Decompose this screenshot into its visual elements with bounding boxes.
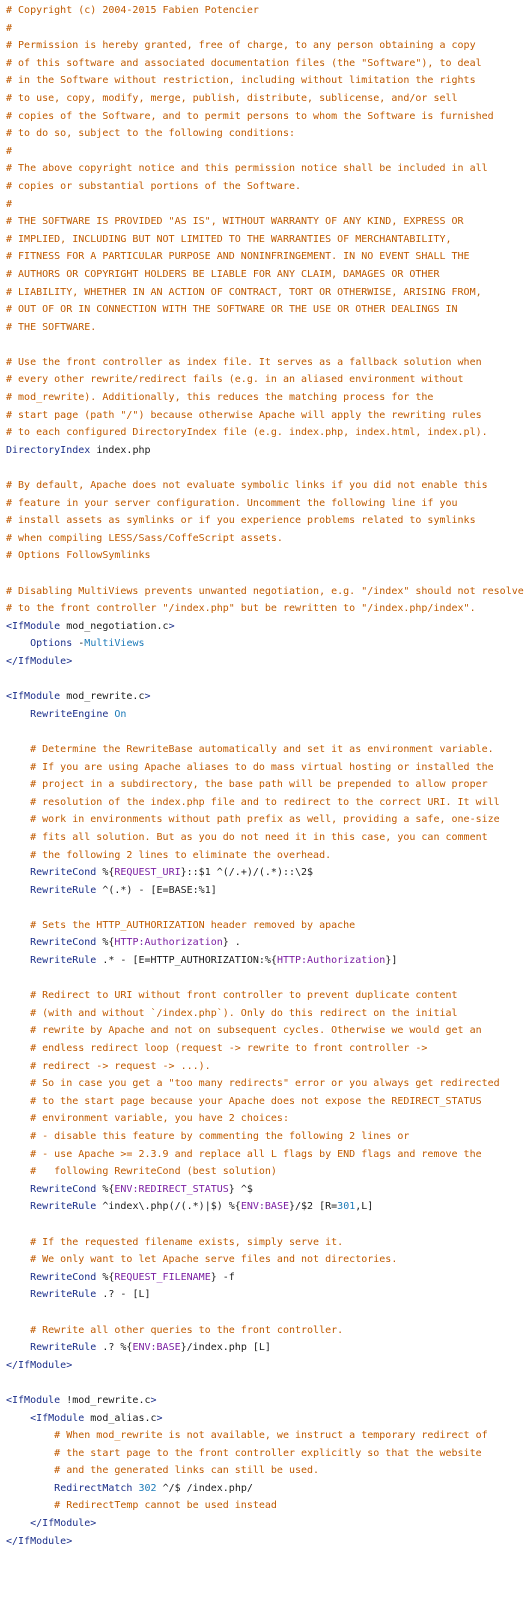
code-comment: #	[6, 198, 13, 210]
code-line	[6, 759, 532, 777]
code-comment: # endless redirect loop (request -> rewrite to front controller ->	[6, 1043, 428, 1055]
code-line	[6, 1128, 532, 1146]
code-line	[6, 811, 532, 829]
code-line	[6, 389, 532, 407]
code-line	[6, 477, 532, 495]
code-comment: # AUTHORS OR COPYRIGHT HOLDERS BE LIABLE FOR ANY CLAIM, DAMAGES OR OTHER	[6, 268, 440, 280]
flag-keyword: MultiViews	[84, 638, 145, 650]
code-line	[6, 55, 532, 73]
code-comment: # THE SOFTWARE.	[6, 321, 97, 333]
code-line	[6, 354, 532, 372]
code-line	[6, 231, 532, 249]
code-line	[6, 512, 532, 530]
code-comment: # Redirect to URI without front controller to prevent duplicate content	[6, 990, 458, 1002]
code-text	[6, 1272, 30, 1283]
code-line	[6, 248, 532, 266]
code-comment: # copies of the Software, and to permit persons to whom the Software is furnished	[6, 110, 494, 122]
code-line	[6, 1480, 532, 1498]
code-text: }::$1 ^(/.+)/(.*)::\2$	[180, 867, 314, 879]
code-line	[6, 882, 532, 900]
ifmodule-tag: <IfModule	[30, 1412, 85, 1424]
ifmodule-tag: >	[156, 1412, 163, 1424]
code-line	[6, 1234, 532, 1252]
code-comment: # start page (path "/") because otherwise Apache will apply the rewriting rules	[6, 409, 482, 421]
code-line	[6, 424, 532, 442]
code-line	[6, 1304, 532, 1322]
ifmodule-tag: </IfModule>	[6, 1359, 73, 1371]
code-line	[6, 829, 532, 847]
code-line	[6, 1093, 532, 1111]
code-text: %{	[96, 1183, 115, 1195]
code-line	[6, 125, 532, 143]
directive-keyword: RewriteCond	[30, 937, 97, 949]
code-comment: # work in environments without path prefix as well, providing a safe, one-size	[6, 814, 500, 826]
code-comment: # So in case you get a "too many redirects" error or you always get redirected	[6, 1078, 500, 1090]
code-line	[6, 336, 532, 354]
code-line	[6, 1251, 532, 1269]
code-line	[6, 547, 532, 565]
code-line	[6, 1357, 532, 1375]
code-line	[6, 635, 532, 653]
code-comment: # By default, Apache does not evaluate symbolic links if you did not enable this	[6, 480, 488, 492]
code-comment: # feature in your server configuration. Uncomment the following line if you	[6, 497, 458, 509]
code-line	[6, 1445, 532, 1463]
code-comment: # project in a subdirectory, the base path will be prepended to allow proper	[6, 779, 488, 791]
code-comment: # following RewriteCond (best solution)	[6, 1166, 277, 1178]
code-line	[6, 864, 532, 882]
code-line	[6, 301, 532, 319]
code-line	[6, 108, 532, 126]
code-comment: # FITNESS FOR A PARTICULAR PURPOSE AND NONINFRINGEMENT. IN NO EVENT SHALL THE	[6, 251, 470, 263]
directive-keyword: RewriteRule	[30, 1201, 97, 1213]
code-comment: # The above copyright notice and this permission notice shall be included in all	[6, 163, 488, 175]
code-text: %{	[96, 867, 115, 879]
ifmodule-tag: >	[144, 691, 151, 703]
code-comment: # install assets as symlinks or if you experience problems related to symlinks	[6, 515, 476, 527]
code-comment: # to each configured DirectoryIndex file (e.g. index.php, index.html, index.pl).	[6, 427, 488, 439]
code-line	[6, 899, 532, 917]
directive-keyword: RewriteRule	[30, 1289, 97, 1301]
code-comment: # OUT OF OR IN CONNECTION WITH THE SOFTWARE OR THE USE OR OTHER DEALINGS IN	[6, 304, 458, 316]
code-comment: # environment variable, you have 2 choices:	[6, 1113, 289, 1125]
code-comment: # Disabling MultiViews prevents unwanted negotiation, e.g. "/index" should not resolve	[6, 585, 524, 597]
ifmodule-tag: <IfModule	[6, 1394, 61, 1406]
ifmodule-tag: </IfModule>	[6, 655, 73, 667]
code-text: }]	[385, 955, 398, 967]
code-comment: # Options FollowSymlinks	[6, 550, 151, 562]
code-line	[6, 1339, 532, 1357]
code-line	[6, 1110, 532, 1128]
code-text: ^(.*) - [E=BASE:%1]	[96, 884, 217, 896]
code-line	[6, 776, 532, 794]
directive-keyword: RewriteCond	[30, 1271, 97, 1283]
ifmodule-tag: <IfModule	[6, 620, 61, 632]
code-text	[6, 638, 30, 649]
ifmodule-tag: >	[168, 620, 175, 632]
code-line	[6, 266, 532, 284]
code-text: } .	[222, 937, 241, 949]
code-line	[6, 1374, 532, 1392]
code-text: }/index.php [L]	[180, 1342, 271, 1354]
code-text	[6, 885, 30, 896]
code-comment: # the following 2 lines to eliminate the overhead.	[6, 849, 332, 861]
code-line	[6, 723, 532, 741]
code-line	[6, 847, 532, 865]
code-line	[6, 706, 532, 724]
code-comment: # when compiling LESS/Sass/CoffeScript assets.	[6, 532, 283, 544]
code-line	[6, 2, 532, 20]
server-variable: ENV:BASE	[240, 1201, 289, 1213]
code-comment: # to the start page because your Apache does not expose the REDIRECT_STATUS	[6, 1095, 482, 1107]
code-comment: # If the requested filename exists, simply serve it.	[6, 1236, 344, 1248]
directive-keyword: RewriteEngine	[30, 708, 109, 720]
code-line	[6, 952, 532, 970]
code-line	[6, 987, 532, 1005]
code-line	[6, 1181, 532, 1199]
code-text: mod_rewrite.c	[60, 691, 145, 703]
code-comment: # the start page to the front controller explicitly so that the website	[6, 1447, 482, 1459]
code-text	[6, 867, 30, 878]
directive-keyword: RewriteCond	[30, 867, 97, 879]
code-line	[6, 1022, 532, 1040]
code-line	[6, 583, 532, 601]
code-comment: # every other rewrite/redirect fails (e.g. in an aliased environment without	[6, 374, 464, 386]
code-comment: # LIABILITY, WHETHER IN AN ACTION OF CONTRACT, TORT OR OTHERWISE, ARISING FROM,	[6, 286, 482, 298]
code-text: -	[72, 638, 85, 650]
code-line	[6, 934, 532, 952]
code-line	[6, 530, 532, 548]
code-text: } ^$	[228, 1183, 253, 1195]
code-text	[6, 1289, 30, 1300]
status-code-number: 302	[138, 1482, 157, 1494]
server-variable: REQUEST_URI	[114, 867, 181, 879]
code-line	[6, 671, 532, 689]
code-comment: # If you are using Apache aliases to do mass virtual hosting or installed the	[6, 761, 494, 773]
code-text: !mod_rewrite.c	[60, 1394, 151, 1406]
code-line	[6, 371, 532, 389]
server-variable: HTTP:Authorization	[114, 937, 223, 949]
code-comment: # We only want to let Apache serve files and not directories.	[6, 1254, 398, 1266]
code-comment: # Permission is hereby granted, free of charge, to any person obtaining a copy	[6, 40, 476, 52]
code-comment: # rewrite by Apache and not on subsequent cycles. Otherwise we would get an	[6, 1025, 482, 1037]
code-line	[6, 1286, 532, 1304]
code-line	[6, 213, 532, 231]
code-text: } -f	[210, 1271, 235, 1283]
code-line	[6, 196, 532, 214]
code-comment: # - use Apache >= 2.3.9 and replace all L flags by END flags and remove the	[6, 1148, 482, 1160]
code-text	[6, 1483, 54, 1494]
code-comment: # in the Software without restriction, including without limitation the rights	[6, 75, 476, 87]
code-text: index.php	[90, 444, 151, 456]
code-line	[6, 1497, 532, 1515]
code-line	[6, 1198, 532, 1216]
code-comment: # copies or substantial portions of the Software.	[6, 180, 302, 192]
status-code-number: 301	[337, 1201, 356, 1213]
code-comment: #	[6, 22, 13, 34]
code-comment: #	[6, 145, 13, 157]
code-comment: # fits all solution. But as you do not need it in this case, you can comment	[6, 831, 488, 843]
code-line	[6, 688, 532, 706]
code-line	[6, 442, 532, 460]
code-text	[6, 1201, 30, 1212]
code-line	[6, 37, 532, 55]
code-line	[6, 1075, 532, 1093]
code-line	[6, 917, 532, 935]
code-line	[6, 1322, 532, 1340]
code-comment: # and the generated links can still be used.	[6, 1465, 320, 1477]
directive-keyword: Options	[30, 638, 73, 650]
code-text: .* - [E=HTTP_AUTHORIZATION:%{	[96, 955, 277, 967]
code-comment: # Determine the RewriteBase automatically and set it as environment variable.	[6, 743, 494, 755]
code-line	[6, 178, 532, 196]
code-text: mod_negotiation.c	[60, 620, 169, 632]
code-line	[6, 1005, 532, 1023]
code-comment: # redirect -> request -> ...).	[6, 1060, 211, 1072]
code-comment: # resolution of the index.php file and to redirect to the correct URI. It will	[6, 796, 500, 808]
code-comment: # Copyright (c) 2004-2015 Fabien Potencier	[6, 5, 259, 16]
code-line	[6, 1269, 532, 1287]
code-text	[6, 937, 30, 948]
code-comment: # to do so, subject to the following conditions:	[6, 128, 295, 140]
code-line	[6, 1427, 532, 1445]
code-text: ^index\.php(/(.*)|$) %{	[96, 1201, 241, 1213]
code-comment: # - disable this feature by commenting the following 2 lines or	[6, 1131, 410, 1142]
code-comment: # to use, copy, modify, merge, publish, distribute, sublicense, and/or sell	[6, 92, 458, 104]
code-text: ,L]	[355, 1201, 374, 1213]
code-comment: # RedirectTemp cannot be used instead	[6, 1500, 277, 1512]
code-text	[6, 1342, 30, 1353]
code-line	[6, 1533, 532, 1551]
code-text: .? - [L]	[96, 1289, 151, 1301]
code-text: mod_alias.c	[84, 1412, 157, 1424]
code-line	[6, 1163, 532, 1181]
code-text: %{	[96, 937, 115, 949]
code-line	[6, 319, 532, 337]
code-text	[6, 1413, 30, 1424]
code-line	[6, 72, 532, 90]
code-line	[6, 1410, 532, 1428]
code-comment: # Sets the HTTP_AUTHORIZATION header removed by apache	[6, 919, 356, 931]
server-variable: ENV:BASE	[132, 1342, 181, 1354]
code-text	[6, 709, 30, 720]
code-text	[6, 1518, 30, 1529]
code-line	[6, 1462, 532, 1480]
flag-keyword: On	[114, 708, 127, 720]
code-text: }/$2 [R=	[289, 1201, 338, 1213]
code-text: .? %{	[96, 1342, 133, 1354]
code-comment: # to the front controller "/index.php" but be rewritten to "/index.php/index".	[6, 603, 476, 615]
server-variable: HTTP:Authorization	[276, 955, 386, 967]
code-comment: # THE SOFTWARE IS PROVIDED "AS IS", WITHOUT WARRANTY OF ANY KIND, EXPRESS OR	[6, 216, 464, 228]
code-comment: # Use the front controller as index file. It serves as a fallback solution when	[6, 356, 482, 368]
code-line	[6, 1515, 532, 1533]
code-text: ^/$ /index.php/	[156, 1482, 253, 1494]
code-line	[6, 653, 532, 671]
code-text	[6, 955, 30, 966]
code-line	[6, 495, 532, 513]
code-line	[6, 741, 532, 759]
server-variable: REQUEST_FILENAME	[114, 1271, 211, 1283]
code-comment: # mod_rewrite). Additionally, this reduces the matching process for the	[6, 392, 434, 404]
code-line	[6, 794, 532, 812]
directive-keyword: RewriteRule	[30, 1342, 97, 1354]
code-line	[6, 160, 532, 178]
code-line	[6, 284, 532, 302]
code-comment: # (with and without `/index.php`). Only do this redirect on the initial	[6, 1007, 458, 1019]
code-comment: # IMPLIED, INCLUDING BUT NOT LIMITED TO THE WARRANTIES OF MERCHANTABILITY,	[6, 233, 452, 245]
code-line	[6, 1216, 532, 1234]
code-line	[6, 970, 532, 988]
code-line	[6, 600, 532, 618]
code-line	[6, 565, 532, 583]
code-line	[6, 1058, 532, 1076]
code-line	[6, 1392, 532, 1410]
directive-keyword: RewriteCond	[30, 1183, 97, 1195]
code-line	[6, 407, 532, 425]
directive-keyword: DirectoryIndex	[6, 444, 91, 456]
code-line	[6, 1040, 532, 1058]
code-line	[6, 90, 532, 108]
code-line	[6, 459, 532, 477]
directive-keyword: RewriteRule	[30, 884, 97, 896]
ifmodule-tag: </IfModule>	[30, 1518, 97, 1530]
ifmodule-tag: >	[150, 1394, 157, 1406]
ifmodule-tag: <IfModule	[6, 691, 61, 703]
code-line	[6, 143, 532, 161]
directive-keyword: RedirectMatch	[54, 1482, 133, 1494]
ifmodule-tag: </IfModule>	[6, 1535, 73, 1547]
code-text	[6, 1184, 30, 1195]
code-line	[6, 20, 532, 38]
code-text: %{	[96, 1271, 115, 1283]
server-variable: ENV:REDIRECT_STATUS	[114, 1183, 229, 1195]
code-line	[6, 618, 532, 636]
code-line	[6, 1146, 532, 1164]
code-comment: # When mod_rewrite is not available, we instruct a temporary redirect of	[6, 1430, 488, 1442]
directive-keyword: RewriteRule	[30, 955, 97, 967]
code-comment: # Rewrite all other queries to the front controller.	[6, 1324, 344, 1336]
code-comment: # of this software and associated documentation files (the "Software"), to deal	[6, 57, 482, 69]
